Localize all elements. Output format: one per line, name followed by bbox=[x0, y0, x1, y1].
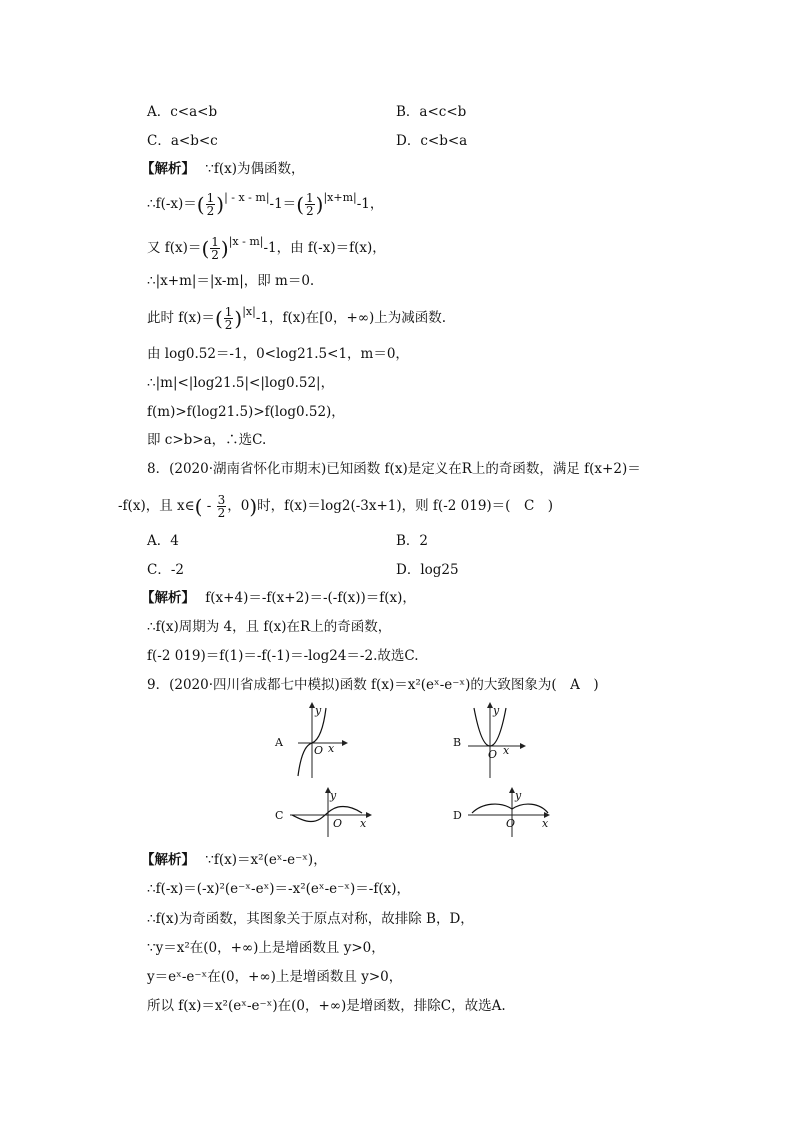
text: -1，由 f(-x)＝f(x)， bbox=[263, 240, 386, 256]
axis-y-label: y bbox=[330, 789, 337, 802]
q9-solution-line-1 bbox=[141, 851, 327, 869]
q7-option-c: C．a<b<c bbox=[147, 133, 218, 149]
graph-d bbox=[448, 785, 558, 840]
frac-num: 1 bbox=[306, 191, 314, 205]
exponent: |x+m| bbox=[323, 191, 357, 204]
paren-right: ) bbox=[220, 236, 229, 261]
q8-option-b: B．2 bbox=[396, 533, 429, 549]
fraction-half bbox=[206, 192, 216, 217]
graph-a bbox=[270, 700, 360, 780]
text: 时，f(x)＝log2(-3x+1)，则 f(-2 019)＝( C ) bbox=[257, 498, 554, 514]
q7-solution-line-3 bbox=[147, 236, 386, 261]
q7-option-a: A．c<a<b bbox=[147, 104, 218, 120]
solution-tag: 【解析】 bbox=[141, 161, 195, 177]
q7-solution-line-6: 由 log0.52＝-1，0<log21.5<1，m＝0， bbox=[147, 346, 409, 362]
q8-solution-line-1 bbox=[141, 589, 416, 607]
graph-b bbox=[448, 700, 538, 780]
q8-solution-line-3: f(-2 019)＝f(1)＝-f(-1)＝-log24＝-2.故选C. bbox=[147, 648, 419, 664]
frac-num: 3 bbox=[217, 493, 226, 507]
axis-y-label: y bbox=[315, 704, 322, 717]
frac-den: 2 bbox=[306, 204, 314, 218]
origin-label: O bbox=[314, 744, 324, 757]
q9-solution-line-3: ∴f(x)为奇函数，其图象关于原点对称，故排除 B，D， bbox=[147, 911, 474, 927]
axis-x-label: x bbox=[328, 742, 335, 755]
axis-x-label: x bbox=[360, 817, 367, 830]
q7-solution-text: ∵f(x)为偶函数， bbox=[205, 161, 305, 177]
frac-num: 1 bbox=[211, 235, 219, 249]
q9-solution-line-4: ∵y＝x²在(0，+∞)上是增函数且 y>0， bbox=[147, 940, 385, 956]
text: -1，f(x)在[0，+∞)上为减函数. bbox=[255, 310, 447, 326]
q7-solution-line-8: f(m)>f(log21.5)>f(log0.52)， bbox=[147, 404, 345, 420]
q8-option-d: D．log25 bbox=[396, 562, 459, 578]
paren-left: ( bbox=[296, 192, 304, 217]
q8-option-c: C．-2 bbox=[147, 562, 184, 578]
q9-solution-line-6: 所以 f(x)＝x²(eˣ-e⁻ˣ)在(0，+∞)是增函数，排除C，故选A. bbox=[147, 998, 506, 1014]
graph-label: C bbox=[275, 809, 284, 822]
text: -1， bbox=[356, 196, 384, 212]
graph-c bbox=[270, 785, 380, 840]
graph-label: A bbox=[275, 736, 283, 749]
exponent: |x - m| bbox=[228, 235, 264, 248]
paren-right: ) bbox=[216, 192, 225, 217]
q7-solution-line-7: ∴|m|<|log21.5|<|log0.52|， bbox=[147, 375, 335, 391]
paren-left: ( bbox=[214, 306, 223, 331]
q9-solution-line-2: ∴f(-x)＝(-x)²(e⁻ˣ-eˣ)＝-x²(eˣ-e⁻ˣ)＝-f(x)， bbox=[147, 881, 410, 897]
q7-solution-line-2 bbox=[147, 192, 383, 217]
text: -1＝ bbox=[269, 196, 297, 212]
q7-solution-line-4: ∴|x+m|＝|x-m|，即 m＝0. bbox=[147, 273, 315, 289]
solution-tag: 【解析】 bbox=[141, 590, 195, 606]
exponent: |x| bbox=[242, 305, 256, 318]
paren-right: ) bbox=[234, 306, 243, 331]
text: f(x+4)＝-f(x+2)＝-(-f(x))＝f(x)， bbox=[205, 590, 416, 606]
axis-x-label: x bbox=[542, 817, 549, 830]
text: 此时 f(x)＝ bbox=[147, 310, 215, 326]
exponent: | - x - m| bbox=[224, 191, 270, 204]
q7-solution-line-5 bbox=[147, 306, 446, 331]
q9-solution-line-5: y＝eˣ-e⁻ˣ在(0，+∞)上是增函数且 y>0， bbox=[147, 969, 403, 985]
frac-num: 1 bbox=[224, 305, 233, 319]
q7-option-d: D．c<b<a bbox=[396, 133, 468, 149]
paren-left: ( bbox=[201, 236, 210, 261]
axis-x-label: x bbox=[503, 744, 510, 757]
text: 又 f(x)＝ bbox=[147, 240, 202, 256]
frac-den: 2 bbox=[217, 506, 226, 520]
axis-y-label: y bbox=[493, 704, 500, 717]
paren-left: ( bbox=[196, 192, 205, 217]
text: -f(x)，且 x∈ bbox=[118, 498, 195, 514]
q7-solution-line-1 bbox=[141, 160, 305, 178]
fraction-three-halves bbox=[217, 494, 227, 519]
q8-stem-line-2: -f(x)，且 x∈( - $\frac{3}{2}$ ，0)时，f(x)＝log2(-3x+1)，则 f(-2 019)＝( C ) bbox=[118, 493, 554, 520]
q7-solution-line-9: 即 c>b>a，∴选C. bbox=[147, 432, 267, 448]
text: ∴f(-x)＝ bbox=[147, 196, 197, 212]
fraction-half bbox=[224, 306, 234, 331]
fraction-half bbox=[210, 236, 220, 261]
q8-solution-line-2: ∴f(x)周期为 4，且 f(x)在R上的奇函数， bbox=[147, 619, 392, 635]
origin-label: O bbox=[488, 748, 498, 761]
origin-label: O bbox=[333, 817, 343, 830]
frac-den: 2 bbox=[206, 204, 215, 218]
fraction-half bbox=[305, 192, 315, 217]
graph-label: B bbox=[453, 736, 462, 749]
graph-d-plot bbox=[448, 785, 558, 840]
paren-right: ) bbox=[315, 192, 324, 217]
text: ∵f(x)＝x²(eˣ-e⁻ˣ)， bbox=[205, 852, 327, 868]
q7-option-b: B．a<c<b bbox=[396, 104, 467, 120]
q9-stem: 9．(2020·四川省成都七中模拟)函数 f(x)＝x²(eˣ-e⁻ˣ)的大致图象为( A ) bbox=[147, 677, 599, 693]
frac-num: 1 bbox=[206, 191, 215, 205]
frac-den: 2 bbox=[224, 318, 233, 332]
axis-y-label: y bbox=[515, 789, 522, 802]
q8-stem-line-1: 8．(2020·湖南省怀化市期末)已知函数 f(x)是定义在R上的奇函数，满足 f(x+2)＝ bbox=[147, 461, 641, 477]
graph-label: D bbox=[453, 809, 462, 822]
origin-label: O bbox=[506, 817, 516, 830]
paren-right: ) bbox=[249, 494, 258, 519]
frac-den: 2 bbox=[211, 248, 219, 262]
q8-option-a: A．4 bbox=[147, 533, 179, 549]
solution-tag: 【解析】 bbox=[141, 852, 195, 868]
paren-left: ( bbox=[194, 494, 203, 519]
graph-c-plot bbox=[270, 785, 380, 840]
